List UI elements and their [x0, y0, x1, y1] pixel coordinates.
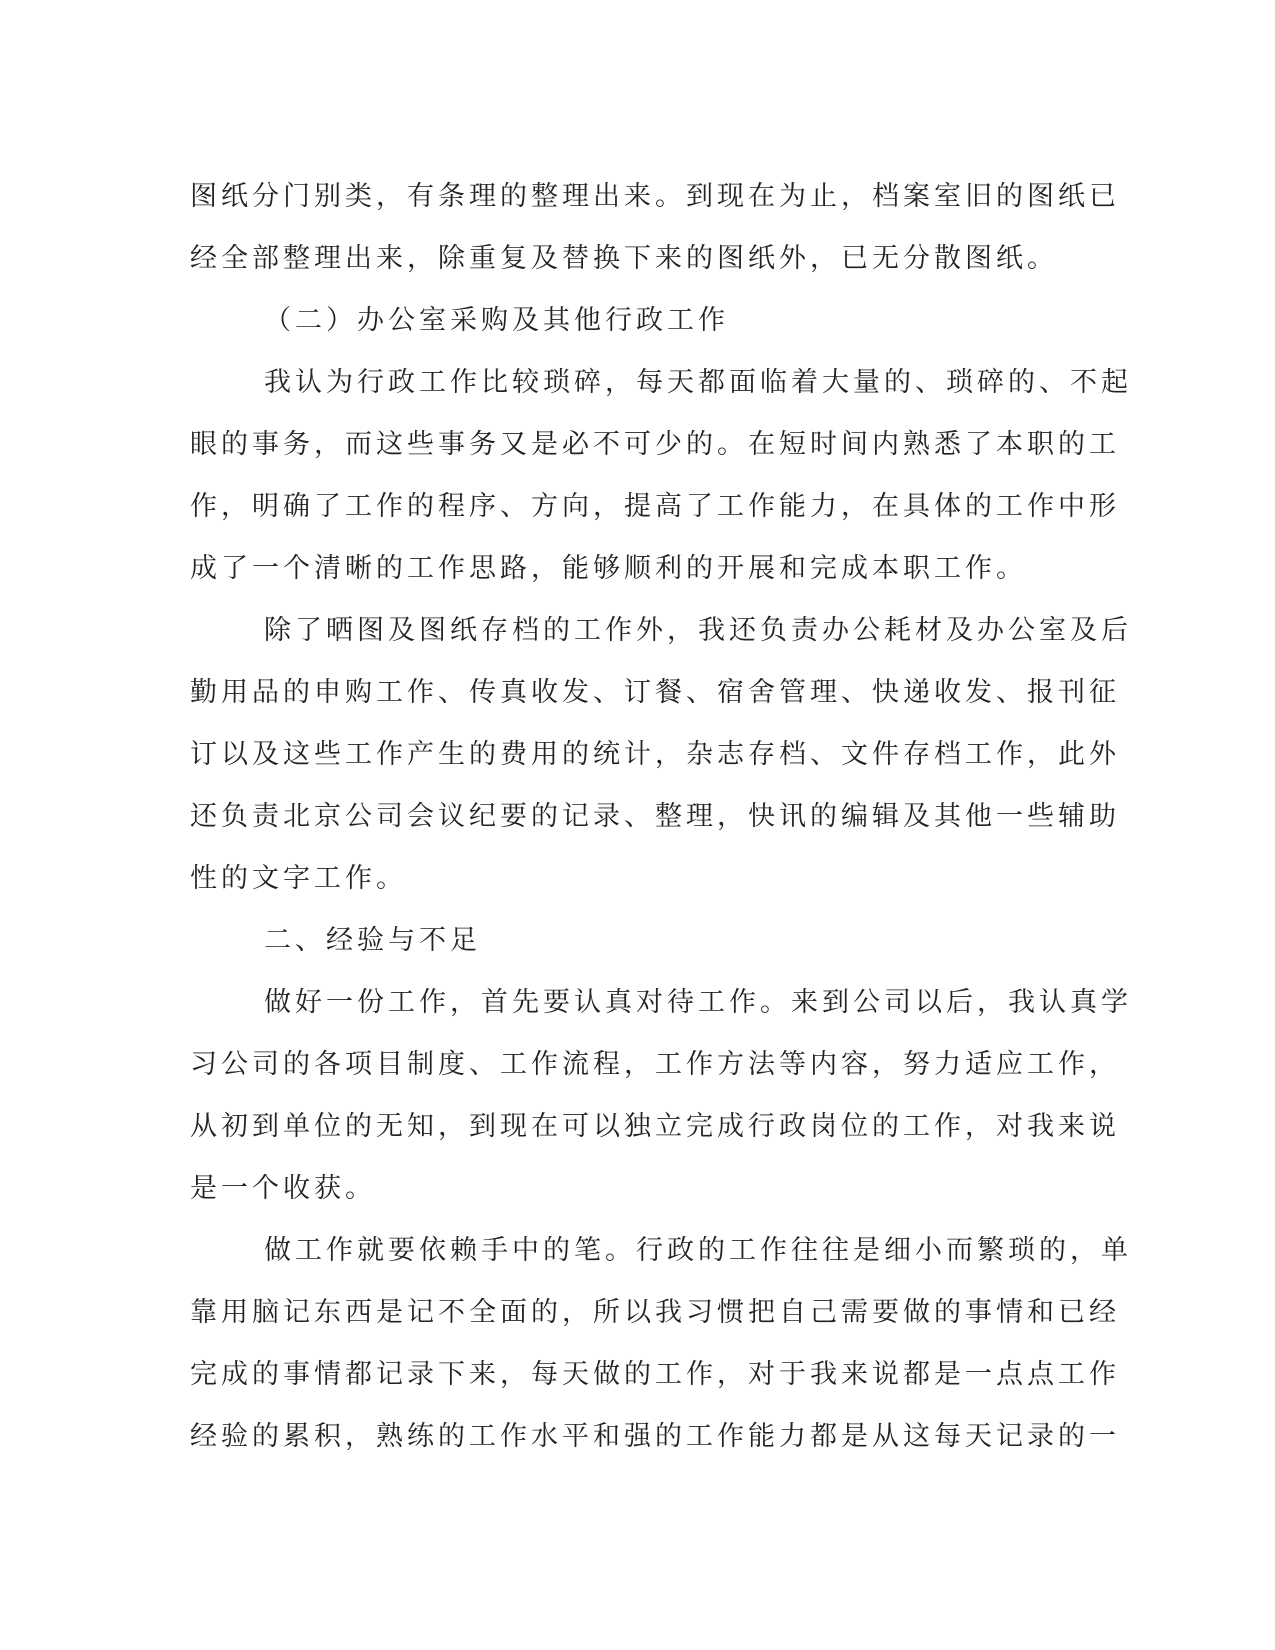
text-line: 做好一份工作，首先要认真对待工作。来到公司以后，我认真学	[264, 987, 1132, 1018]
text-line: 是一个收获。	[190, 1173, 376, 1204]
text-line: 完成的事情都记录下来，每天做的工作，对于我来说都是一点点工作	[190, 1359, 1120, 1390]
text-line: 除了晒图及图纸存档的工作外，我还负责办公耗材及办公室及后	[264, 615, 1132, 646]
text-line: 订以及这些工作产生的费用的统计，杂志存档、文件存档工作，此外	[190, 739, 1120, 770]
text-line: 我认为行政工作比较琐碎，每天都面临着大量的、琐碎的、不起	[264, 367, 1132, 398]
section-heading: （二）办公室采购及其他行政工作	[264, 305, 729, 336]
text-line: 做工作就要依赖手中的笔。行政的工作往往是细小而繁琐的，单	[264, 1235, 1132, 1266]
document-body	[190, 166, 1132, 1468]
text-line: 还负责北京公司会议纪要的记录、整理，快讯的编辑及其他一些辅助	[190, 801, 1120, 832]
text-line: 勤用品的申购工作、传真收发、订餐、宿舍管理、快递收发、报刊征	[190, 677, 1120, 708]
text-line: 眼的事务，而这些事务又是必不可少的。在短时间内熟悉了本职的工	[190, 429, 1120, 460]
text-line: 成了一个清晰的工作思路，能够顺利的开展和完成本职工作。	[190, 553, 1027, 584]
text-line: 经全部整理出来，除重复及替换下来的图纸外，已无分散图纸。	[190, 243, 1058, 274]
text-line: 习公司的各项目制度、工作流程，工作方法等内容，努力适应工作，	[190, 1049, 1120, 1080]
text-line: 靠用脑记东西是记不全面的，所以我习惯把自己需要做的事情和已经	[190, 1297, 1120, 1328]
section-heading: 二、经验与不足	[264, 925, 481, 956]
text-line: 图纸分门别类，有条理的整理出来。到现在为止，档案室旧的图纸已	[190, 181, 1120, 212]
text-line: 经验的累积，熟练的工作水平和强的工作能力都是从这每天记录的一	[190, 1421, 1120, 1452]
text-line: 作，明确了工作的程序、方向，提高了工作能力，在具体的工作中形	[190, 491, 1120, 522]
text-line: 从初到单位的无知，到现在可以独立完成行政岗位的工作，对我来说	[190, 1111, 1120, 1142]
text-line: 性的文字工作。	[190, 863, 407, 894]
